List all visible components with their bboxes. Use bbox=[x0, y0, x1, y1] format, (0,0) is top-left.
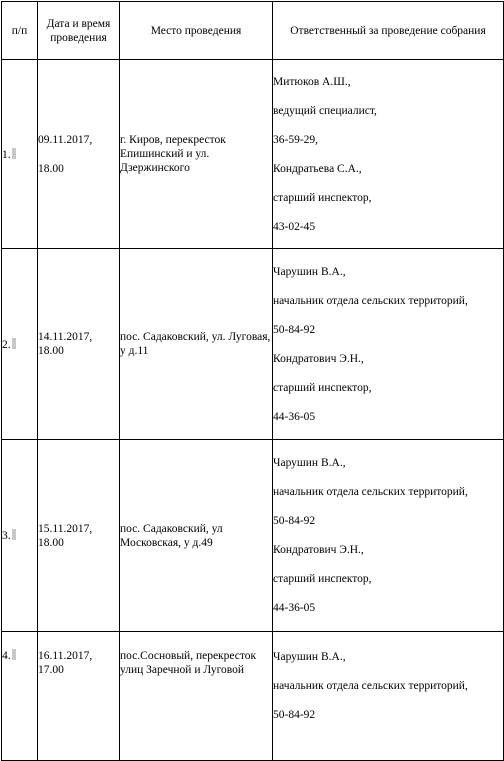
row-responsible: Митюков А.Ш., ведущий специалист, 36-59-29, Кондратьева С.А., старший инспектор, 43-02-45 bbox=[273, 60, 504, 249]
header-datetime: Дата и время проведения bbox=[38, 2, 120, 60]
table-header-row bbox=[2, 2, 504, 60]
row-number: 1. bbox=[2, 60, 38, 249]
row-number: 3. bbox=[2, 440, 38, 632]
row-time: 18.00 bbox=[38, 162, 64, 175]
header-place: Место проведения bbox=[120, 2, 273, 60]
row-place: пос.Сосновый, перекресток улиц Заречной и Луговой bbox=[120, 632, 273, 761]
row-number: 2. bbox=[2, 249, 38, 440]
row-responsible: Чарушин В.А., начальник отдела сельских территорий, 50-84-92 Кондратович Э.Н., старший инспектор, 44-36-05 bbox=[273, 440, 504, 632]
row-datetime bbox=[38, 440, 120, 632]
meetings-table bbox=[1, 1, 504, 761]
row-place: г. Киров, перекресток Епишинский и ул. Дзержинского bbox=[120, 60, 273, 249]
table-row bbox=[2, 249, 504, 440]
row-time: 17.00 bbox=[38, 664, 64, 676]
row-datetime bbox=[38, 249, 120, 440]
cursor-mark bbox=[12, 529, 16, 540]
cursor-mark bbox=[12, 649, 16, 660]
row-place: пос. Садаковский, ул Московская, у д.49 bbox=[120, 440, 273, 632]
row-date: 15.11.2017, bbox=[38, 522, 93, 535]
row-date: 16.11.2017, bbox=[38, 650, 93, 662]
header-number: п/п bbox=[2, 2, 38, 60]
row-responsible: Чарушин В.А., начальник отдела сельских территорий, 50-84-92 Кондратович Э.Н., старший инспектор, 44-36-05 bbox=[273, 249, 504, 440]
row-responsible: Чарушин В.А., начальник отдела сельских территорий, 50-84-92 bbox=[273, 632, 504, 761]
row-time: 18.00 bbox=[38, 536, 64, 549]
row-datetime bbox=[38, 60, 120, 249]
cursor-mark bbox=[12, 148, 16, 159]
row-place: пос. Садаковский, ул. Луговая, у д.11 bbox=[120, 249, 273, 440]
cursor-mark bbox=[12, 338, 16, 349]
row-time: 18.00 bbox=[38, 345, 64, 357]
row-number: 4. bbox=[2, 632, 38, 761]
header-responsible: Ответственный за проведение собрания bbox=[273, 2, 504, 60]
row-datetime bbox=[38, 632, 120, 761]
table-row bbox=[2, 632, 504, 761]
table-row bbox=[2, 60, 504, 249]
table-row bbox=[2, 440, 504, 632]
row-date: 14.11.2017, bbox=[38, 331, 93, 343]
row-date: 09.11.2017, bbox=[38, 133, 93, 146]
